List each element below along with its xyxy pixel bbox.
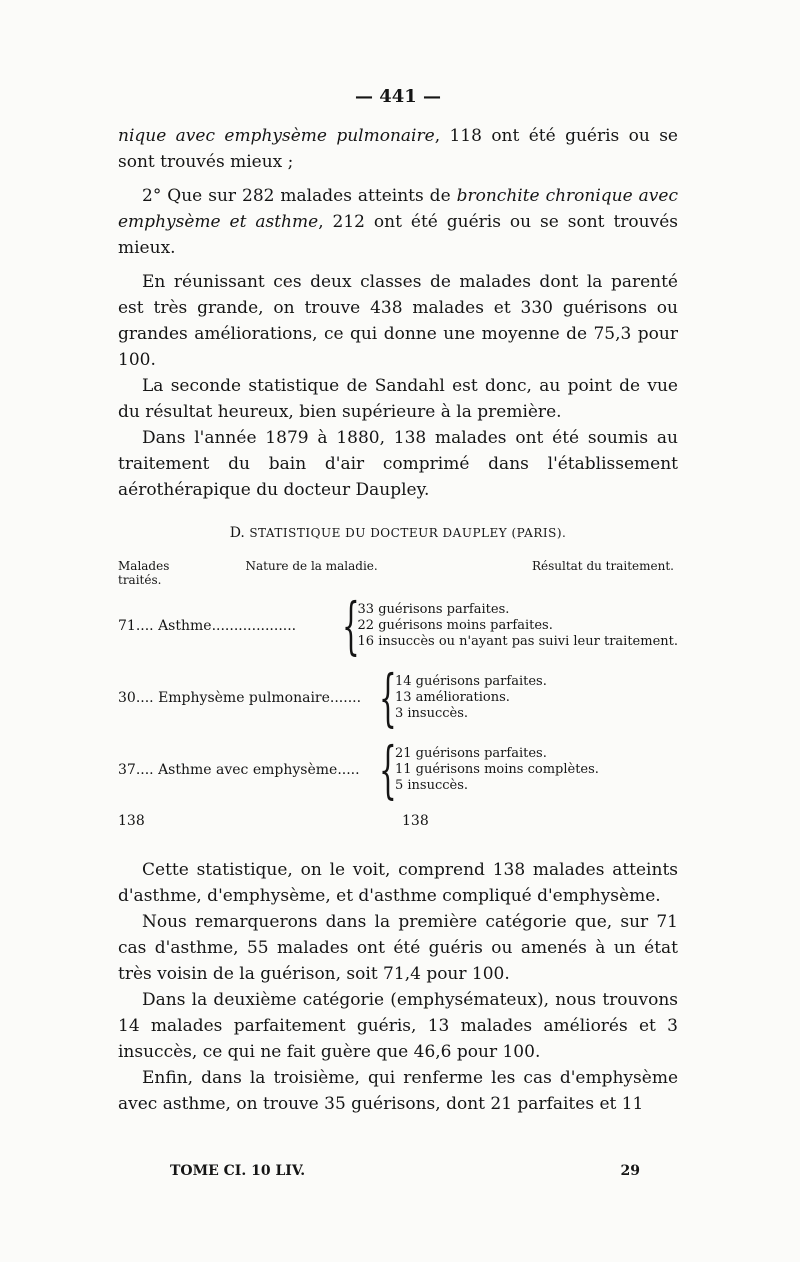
brace: {: [341, 589, 360, 662]
page-number: — 441 —: [354, 86, 442, 107]
result-line: 11 guérisons moins complètes.: [395, 762, 599, 777]
italic-text: bronchite chronique avec emphysème et asthme: [118, 186, 678, 232]
result-line: 3 insuccès.: [395, 706, 469, 721]
paragraph-8: Dans la deuxième catégorie (emphysémateux), nous trouvons 14 malades parfaitement guéris, 13 malades améliorés et 3 insuccès, ce qui ne fait guère que 46,6 pour 100.: [118, 990, 678, 1062]
total-left: 138: [118, 813, 145, 829]
brace: {: [379, 661, 397, 734]
paragraph-1: [118, 123, 678, 175]
paragraph-6: Cette statistique, on le voit, comprend 138 malades atteints d'asthme, d'emphysème, et d'asthme compliqué d'emphysème.: [118, 860, 678, 906]
row-label: 71.... Asthme...................: [118, 618, 297, 634]
total-right: 138: [402, 813, 429, 829]
text: , 118 ont été guéris ou se sont trouvés mieux ;: [118, 126, 678, 172]
result-line: 13 améliorations.: [395, 690, 510, 705]
footer-volume: TOME CI. 10 LIV.: [170, 1163, 306, 1179]
signature-number: 29: [620, 1163, 640, 1179]
column-header-result: Résultat du traitement.: [531, 559, 674, 573]
page-footer: [170, 1163, 640, 1179]
document-page: [118, 86, 678, 1117]
result-line: 5 insuccès.: [395, 778, 469, 793]
paragraph-4: La seconde statistique de Sandahl est donc, au point de vue du résultat heureux, bien supérieure à la première.: [118, 376, 678, 422]
column-header-patients: Malades traités.: [118, 559, 170, 587]
text: 2° Que sur 282 malades atteints de: [142, 186, 457, 206]
result-line: 16 insuccès ou n'ayant pas suivi leur traitement.: [357, 634, 678, 649]
brace: {: [379, 733, 397, 806]
row-results: [358, 602, 678, 650]
paragraph-9: Enfin, dans la troisième, qui renferme les cas d'emphysème avec asthme, on trouve 35 guérisons, dont 21 parfaites et 11: [118, 1068, 678, 1114]
result-line: 21 guérisons parfaites.: [395, 746, 547, 761]
table-totals: [118, 813, 678, 829]
statistics-heading: D. STATISTIQUE DU DOCTEUR DAUPLEY (PARIS).: [229, 525, 567, 541]
result-line: 22 guérisons moins parfaites.: [357, 618, 553, 633]
result-line: 33 guérisons parfaites.: [357, 602, 510, 617]
paragraph-5: Dans l'année 1879 à 1880, 138 malades ont été soumis au traitement du bain d'air comprimé dans l'établissement aérothérapique du docteur Daupley.: [118, 428, 678, 500]
text: , 212 ont été guéris ou se sont trouvés mieux.: [118, 212, 678, 258]
table-row: [118, 661, 678, 734]
paragraph-3: En réunissant ces deux classes de malades dont la parenté est très grande, on trouve 438 malades et 330 guérisons ou grandes améliorations, ce qui donne une moyenne de 75,3 pour 100.: [118, 272, 678, 370]
row-label: 30.... Emphysème pulmonaire.......: [118, 690, 362, 706]
column-header-disease: Nature de la maladie.: [245, 559, 378, 573]
row-label: 37.... Asthme avec emphysème.....: [118, 762, 360, 778]
paragraph-2: [118, 183, 678, 261]
table-header: [118, 559, 678, 587]
result-line: 14 guérisons parfaites.: [395, 674, 547, 689]
italic-text: nique avec emphysème pulmonaire: [118, 126, 435, 146]
table-row: [118, 589, 678, 662]
row-results: [395, 674, 678, 722]
row-results: [395, 746, 678, 794]
table-row: [118, 733, 678, 806]
paragraph-7: Nous remarquerons dans la première catégorie que, sur 71 cas d'asthme, 55 malades ont été guéris ou amenés à un état très voisin de la guérison, soit 71,4 pour 100.: [118, 912, 678, 984]
